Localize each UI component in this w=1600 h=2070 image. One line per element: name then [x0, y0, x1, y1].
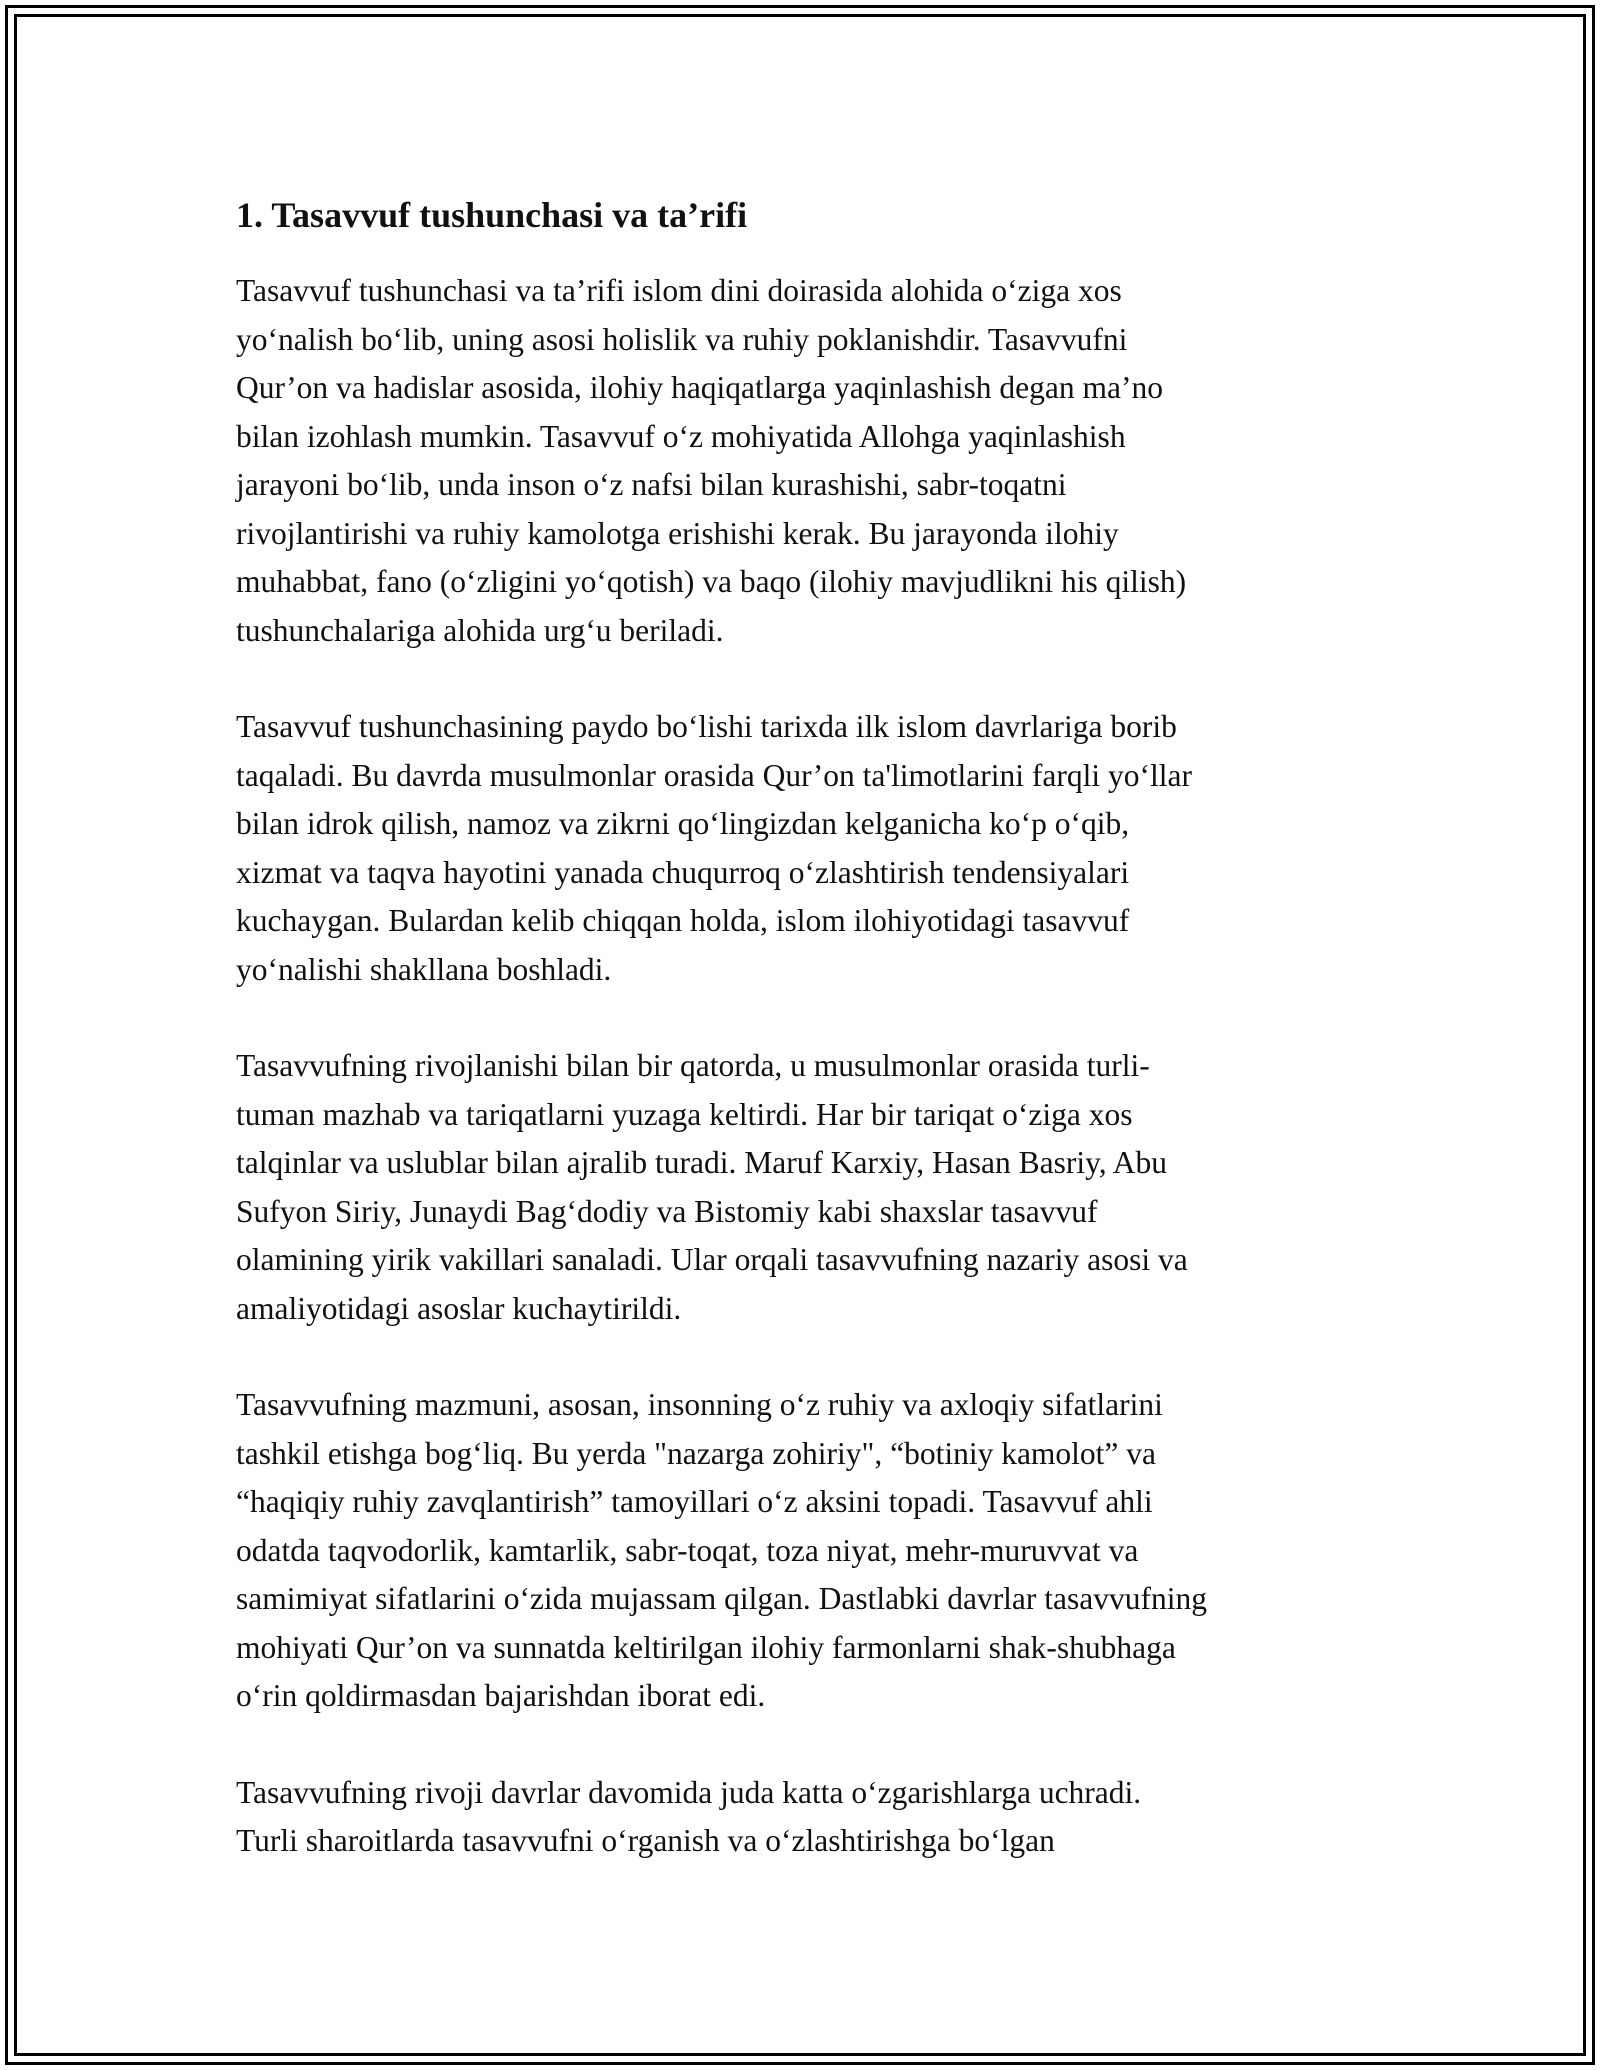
text-line: muhabbat, fano (o‘zligini yo‘qotish) va baqo (ilohiy mavjudlikni his qilish): [236, 564, 1187, 599]
text-line: tushunchalariga alohida urg‘u beriladi.: [236, 612, 724, 648]
text-line: o‘rin qoldirmasdan bajarishdan iborat edi.: [236, 1678, 766, 1713]
document-body: [236, 185, 1386, 1914]
text-line: Qur’on va hadislar asosida, ilohiy haqiqatlarga yaqinlashish degan ma’no: [236, 370, 1163, 405]
paragraph-3: [236, 1042, 1386, 1333]
text-line: odatda taqvodorlik, kamtarlik, sabr-toqat, toza niyat, mehr-muruvvat va: [236, 1532, 1139, 1568]
text-line: tuman mazhab va tariqatlarni yuzaga keltirdi. Har bir tariqat o‘ziga xos: [236, 1096, 1133, 1132]
text-line: Tasavvuf tushunchasining paydo bo‘lishi tarixda ilk islom davrlariga borib: [236, 709, 1177, 744]
paragraph-1: [236, 267, 1386, 655]
paragraph-5: [236, 1769, 1386, 1866]
text-line: yo‘nalishi shakllana boshladi.: [236, 951, 612, 987]
text-line: bilan idrok qilish, namoz va zikrni qo‘lingizdan kelganicha ko‘p o‘qib,: [236, 806, 1130, 841]
text-line: olamining yirik vakillari sanaladi. Ular orqali tasavvufning nazariy asosi va: [236, 1242, 1188, 1277]
text-line: kuchaygan. Bulardan kelib chiqqan holda, islom ilohiyotidagi tasavvuf: [236, 903, 1130, 938]
section-heading: 1. Tasavvuf tushunchasi va ta’rifi: [236, 195, 748, 235]
paragraph-2: [236, 703, 1386, 994]
text-line: jarayoni bo‘lib, unda inson o‘z nafsi bilan kurashishi, sabr-toqatni: [236, 467, 1067, 502]
text-line: talqinlar va uslublar bilan ajralib turadi. Maruf Karxiy, Hasan Basriy, Abu: [236, 1145, 1168, 1180]
text-line: yo‘nalish bo‘lib, uning asosi holislik va ruhiy poklanishdir. Tasavvufni: [236, 321, 1128, 357]
text-line: Tasavvufning rivoji davrlar davomida juda katta o‘zgarishlarga uchradi.: [236, 1774, 1142, 1810]
text-line: “haqiqiy ruhiy zavqlantirish” tamoyillari o‘z aksini topadi. Tasavvuf ahli: [236, 1484, 1153, 1519]
text-line: Turli sharoitlarda tasavvufni o‘rganish va o‘zlashtirishga bo‘lgan: [236, 1823, 1055, 1858]
text-line: Tasavvufning rivojlanishi bilan bir qatorda, u musulmonlar orasida turli-: [236, 1048, 1150, 1083]
paragraph-4: [236, 1381, 1386, 1721]
text-line: bilan izohlash mumkin. Tasavvuf o‘z mohiyatida Allohga yaqinlashish: [236, 418, 1126, 454]
text-line: amaliyotidagi asoslar kuchaytirildi.: [236, 1290, 682, 1326]
text-line: tashkil etishga bog‘liq. Bu yerda "nazarga zohiriy", “botiniy kamolot” va: [236, 1435, 1157, 1471]
text-line: samimiyat sifatlarini o‘zida mujassam qilgan. Dastlabki davrlar tasavvufning: [236, 1581, 1207, 1616]
text-line: Sufyon Siriy, Junaydi Bag‘dodiy va Bistomiy kabi shaxslar tasavvuf: [236, 1193, 1098, 1229]
text-line: Tasavvuf tushunchasi va ta’rifi islom dini doirasida alohida o‘ziga xos: [236, 273, 1122, 308]
text-line: xizmat va taqva hayotini yanada chuqurroq o‘zlashtirish tendensiyalari: [236, 854, 1130, 890]
text-line: rivojlantirishi va ruhiy kamolotga erishishi kerak. Bu jarayonda ilohiy: [236, 515, 1119, 551]
text-line: Tasavvufning mazmuni, asosan, insonning o‘z ruhiy va axloqiy sifatlarini: [236, 1387, 1163, 1422]
text-line: mohiyati Qur’on va sunnatda keltirilgan ilohiy farmonlarni shak-shubhaga: [236, 1629, 1176, 1665]
text-line: taqaladi. Bu davrda musulmonlar orasida Qur’on ta'limotlarini farqli yo‘llar: [236, 757, 1192, 793]
